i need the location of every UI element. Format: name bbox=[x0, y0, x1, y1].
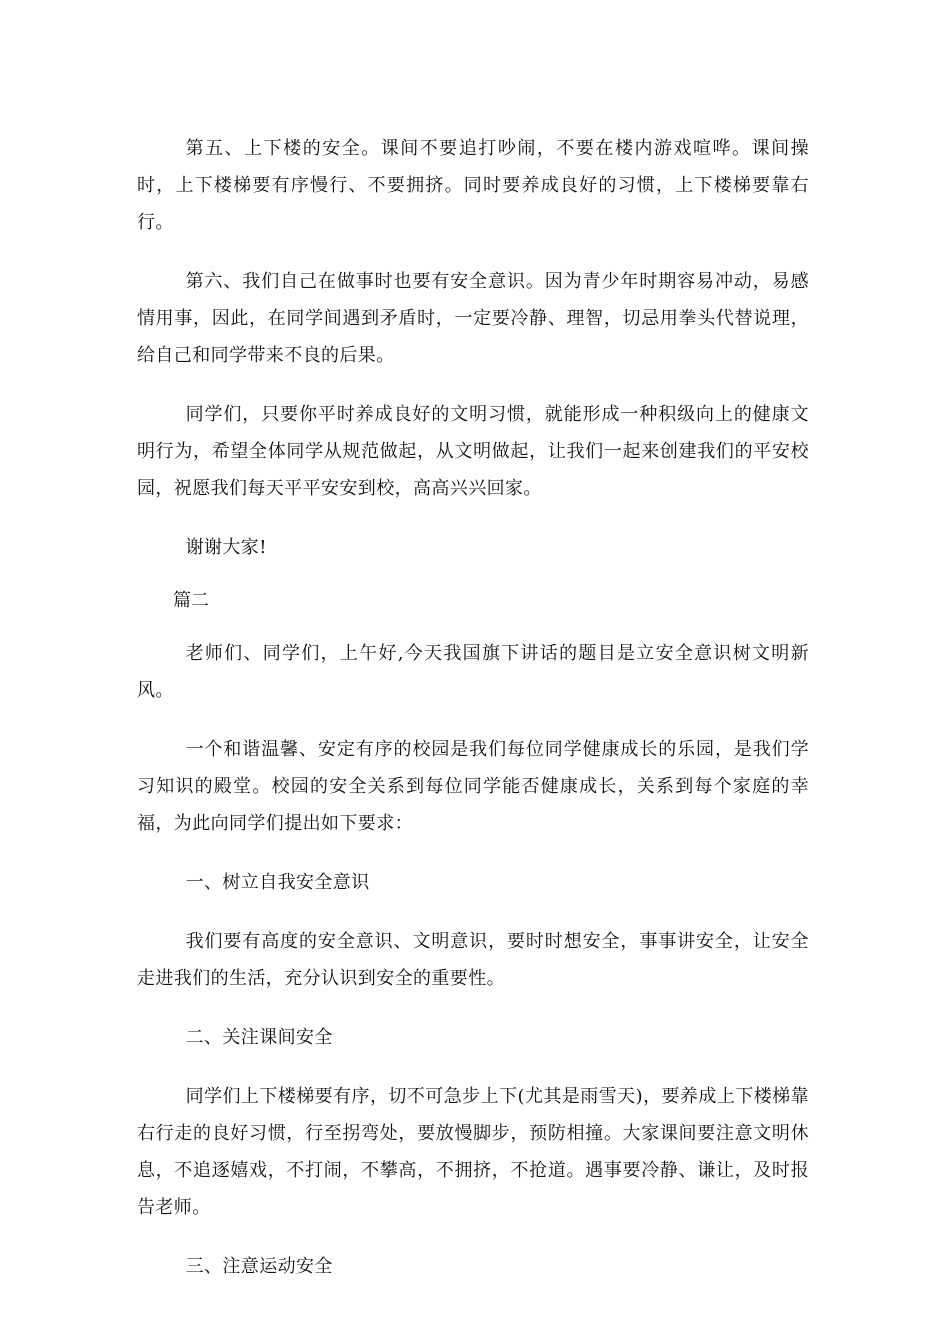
subheading-break-safety: 二、关注课间安全 bbox=[185, 1027, 333, 1048]
paragraph-thanks: 谢谢大家! bbox=[185, 537, 267, 558]
document-body bbox=[137, 130, 809, 1285]
paragraph-campus: 一个和谐温馨、安定有序的校园是我们每位同学健康成长的乐园，是我们学习知识的殿堂。校园的安全关系到每位同学能否健康成长，关系到每个家庭的幸福，为此向同学们提出如下要求： bbox=[137, 739, 809, 834]
paragraph-stairs-safety: 第五、上下楼的安全。课间不要追打吵闹，不要在楼内游戏喧哗。课间操时，上下楼梯要有序慢行、不要拥挤。同时要养成良好的习惯，上下楼梯要靠右行。 bbox=[137, 138, 809, 233]
paragraph-break-rules: 同学们上下楼梯要有序，切不可急步上下(尤其是雨雪天)，要养成上下楼梯靠右行走的良好习惯，行至拐弯处，要放慢脚步，预防相撞。大家课间要注意文明休息，不追逐嬉戏，不打闹，不攀高，不拥挤，不抢道。遇事要冷静、谦让，及时报告老师。 bbox=[137, 1086, 809, 1218]
subheading-self-safety: 一、树立自我安全意识 bbox=[185, 872, 370, 893]
paragraph-civilized-habits: 同学们，只要你平时养成良好的文明习惯，就能形成一种积级向上的健康文明行为，希望全体同学从规范做起，从文明做起，让我们一起来创建我们的平安校园，祝愿我们每天平平安安到校，高高兴兴回家。 bbox=[137, 404, 809, 499]
paragraph-safety-awareness: 我们要有高度的安全意识、文明意识，要时时想安全，事事讲安全，让安全走进我们的生活，充分认识到安全的重要性。 bbox=[137, 931, 809, 989]
paragraph-greeting: 老师们、同学们，上午好,今天我国旗下讲话的题目是立安全意识树文明新风。 bbox=[137, 643, 809, 701]
paragraph-self-awareness: 第六、我们自己在做事时也要有安全意识。因为青少年时期容易冲动，易感情用事，因此，在同学间遇到矛盾时，一定要冷静、理智，切忌用拳头代替说理，给自己和同学带来不良的后果。 bbox=[137, 271, 809, 366]
section-heading: 篇二 bbox=[173, 590, 209, 611]
subheading-sports-safety: 三、注意运动安全 bbox=[185, 1256, 333, 1277]
